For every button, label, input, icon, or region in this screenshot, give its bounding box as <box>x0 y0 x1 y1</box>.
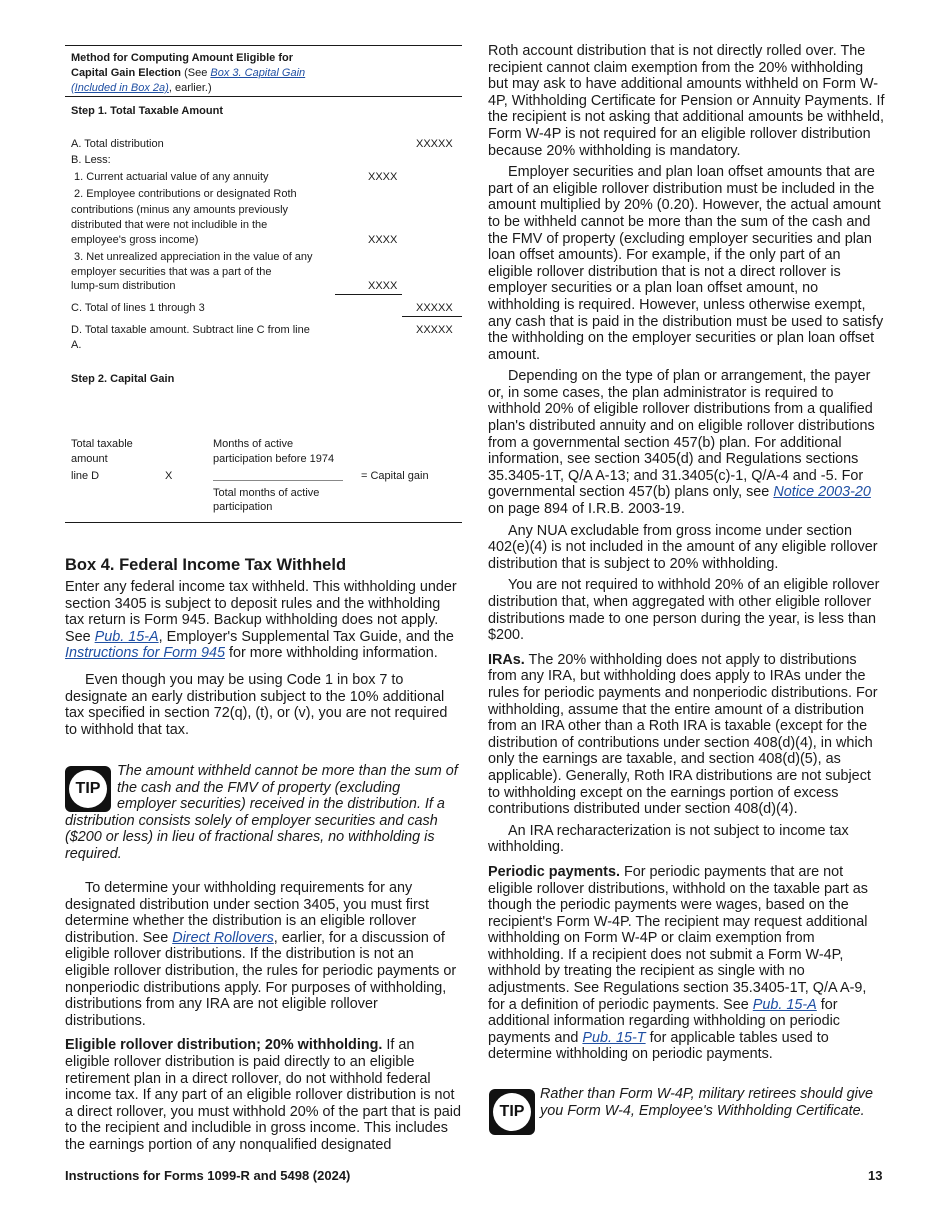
right-periodic <box>488 864 886 1063</box>
tip-icon-2-label: TIP <box>493 1093 531 1131</box>
periodic-text-a: For periodic payments that are not eligible rollover distributions, withhold on the taxable part as though the periodic payments were wages, based on the recipient's Form W-4P. The recipient may request additional withholding on Form W-4P or claim exemption from withholding. If a recipient does not submit a Form W-4P, withhold by treating the recipient as single with no adjustments. See Regulations section 35.3405-1T, Q/A A-9, for a definition of periodic payments. See <box>488 863 868 1013</box>
iras-heading: IRAs. <box>488 651 525 668</box>
periodic-text-c: for applicable tables used to determine withholding on periodic payments. <box>488 1029 829 1063</box>
box4-p4-text: If an eligible rollover distribution is paid directly to an eligible retirement plan in a direct rollover, do not withhold federal income tax. If any part of an eligible rollover distribution is not a direct rollover, you must withhold 20% of the part that is paid to the recipient and includible in gross income. This includes the earnings portion of any nonqualified designated <box>65 1037 461 1153</box>
step2-title: Step 2. Capital Gain <box>71 373 175 385</box>
line-b3-l2: employer securities that was a part of the <box>71 266 272 278</box>
b3-sum-rule <box>335 294 402 295</box>
box3-link-line2[interactable]: (Included in Box 2a) <box>71 82 169 94</box>
box4-p1-b: , Employer's Supplemental Tax Guide, and the <box>158 628 454 645</box>
right-p3 <box>488 368 886 517</box>
box4-p1-c: for more withholding information. <box>224 645 438 662</box>
method-title-rule <box>65 96 462 97</box>
pub15t-link[interactable]: Pub. 15-T <box>582 1029 646 1046</box>
box3-link-line1[interactable]: Box 3. Capital Gain <box>210 67 306 79</box>
notice-2003-20-link[interactable]: Notice 2003-20 <box>773 484 871 501</box>
line-d-value: XXXXX <box>416 324 453 336</box>
right-p3-a: Depending on the type of plan or arrangement, the payer or, in some cases, the plan administrator is required to withhold 20% of eligible rollover distributions from a qualified plan's distributed annuity and on eligible rollover distributions from a governmental section 457(b) plan. For additional information, see section 3405(d) and Regulations sections 35.3405-1T, Q/A A-13; and 31.3405(c)-1, Q/A-4 and -5. For governmental section 457(b) plans only, see <box>488 368 875 501</box>
right-p4: Any NUA excludable from gross income under section 402(e)(4) is not included in the amount of any eligible rollover distribution that is subject to 20% withholding. <box>488 522 878 572</box>
pub15a-link[interactable]: Pub. 15-A <box>94 628 159 645</box>
line-c-value: XXXXX <box>416 302 453 314</box>
left-column <box>65 556 462 738</box>
left-column-lower <box>65 880 462 1154</box>
step1-title: Step 1. Total Taxable Amount <box>71 105 223 117</box>
pub15a-link-2[interactable]: Pub. 15-A <box>752 996 817 1013</box>
total-taxable-l2: amount <box>71 453 108 465</box>
total-taxable-l1: Total taxable <box>71 438 133 450</box>
box4-p2: Even though you may be using Code 1 in box 7 to designate an early distribution subject to the 10% additional tax specified in section 72(q), (t), or (v), you are not required to withhold that tax. <box>65 671 448 738</box>
tip-icon-label: TIP <box>69 770 107 808</box>
numerator-l2: participation before 1974 <box>213 453 335 465</box>
line-b-label: B. Less: <box>71 154 111 166</box>
tip-text-1-content: The amount withheld cannot be more than the sum of the cash and the FMV of property (excluding employer securities) received in the distribution. If a distribution consists solely of employer securities and cash ($200 or less) in lieu of fractional shares, no withholding is required. <box>65 763 458 862</box>
method-title-line3 <box>71 81 212 95</box>
tip-text-1 <box>65 763 462 863</box>
right-iras <box>488 652 886 818</box>
right-p5: You are not required to withhold 20% of an eligible rollover distribution that, when aggregated with other eligible rollover distributions made to one person during the year, is less than $200. <box>488 577 880 644</box>
line-d-l1: D. Total taxable amount. Subtract line C from line <box>71 324 310 336</box>
denominator-l1: Total months of active <box>213 487 320 499</box>
box4-p1-a: Enter any federal income tax withheld. This withholding under section 3405 is subject to deposit rules and the withholding tax return is Form 945. Backup withholding does not apply. See <box>65 579 457 645</box>
method-title-line2 <box>71 66 305 80</box>
box4-p3 <box>65 880 462 1029</box>
line-d-l2: A. <box>71 339 82 351</box>
right-p3-b: on page 894 of I.R.B. 2003-19. <box>488 501 685 518</box>
periodic-heading: Periodic payments. <box>488 863 620 880</box>
direct-rollovers-link[interactable]: Direct Rollovers <box>172 929 274 946</box>
line-b2-l1: 2. Employee contributions or designated Roth <box>71 188 297 200</box>
method-title-pre: (See <box>181 67 211 79</box>
line-b2-l3: distributed that were not includible in the <box>71 219 268 231</box>
box4-p3-b: , earlier, for a discussion of eligible rollover distributions. If the distribution is not an eligible rollover distribution, the rules for periodic payments or nonperiodic distributions apply. For purposes of withholding, distributions from any IRA are not eligible rollover distributions. <box>65 929 457 1029</box>
form945-instructions-link[interactable]: Instructions for Form 945 <box>65 645 225 662</box>
box4-p4 <box>65 1037 462 1153</box>
right-p6: An IRA recharacterization is not subject to income tax withholding. <box>488 822 849 856</box>
line-b3-l3: lump-sum distribution <box>71 280 176 292</box>
total-taxable-l3: line D <box>71 470 100 482</box>
tip-icon-2 <box>489 1089 535 1135</box>
right-p1: Roth account distribution that is not directly rolled over. The recipient cannot claim exemption from the 20% withholding but may ask to have additional amounts withheld on Form W-4P, Withholding Certificate for Pension or Annuity Payments. If the recipient is not asking that additional amounts be withheld, Form W-4P is not required for an eligible rollover distribution because 20% withholding is mandatory. <box>488 43 885 159</box>
line-b3-value: XXXX <box>368 280 398 292</box>
line-b2-l4: employee's gross income) <box>71 234 199 246</box>
footer-title: Instructions for Forms 1099-R and 5498 (2024) <box>65 1168 351 1183</box>
eligible-rollover-heading: Eligible rollover distribution; 20% withholding. <box>65 1037 383 1054</box>
method-title-after: , earlier.) <box>168 82 212 94</box>
iras-text: The 20% withholding does not apply to distributions from any IRA, but withholding does apply to IRAs under the rules for periodic payments and nonperiodic distributions. For withholding, assume that the entire amount of a distribution from an IRA other than a Roth IRA is taxable (except for the distribution of contributions under section 408(d)(4), in which only the earnings are taxable, and section 408(d)(5), as applicable). Generally, Roth IRA distributions are not subject to withholding except on the earnings portion of excess contributions distributed under section 408(d)(4). <box>488 651 878 818</box>
box4-p1 <box>65 579 462 662</box>
box4-heading: Box 4. Federal Income Tax Withheld <box>65 556 347 574</box>
box4-body <box>65 579 462 738</box>
fraction-bar <box>213 480 343 481</box>
times-sign: X <box>165 470 173 482</box>
line-c-label: C. Total of lines 1 through 3 <box>71 302 205 314</box>
method-title-line1: Method for Computing Amount Eligible for <box>71 52 294 64</box>
periodic-text-b: for additional information regarding withholding on periodic payments and <box>488 996 840 1046</box>
line-b1-label: 1. Current actuarial value of any annuity <box>71 171 269 183</box>
line-b2-value: XXXX <box>368 234 398 246</box>
line-b1-value: XXXX <box>368 171 398 183</box>
method-box <box>65 44 462 524</box>
line-b2-l2: contributions (minus any amounts previously <box>71 204 289 216</box>
right-column <box>488 43 886 1063</box>
method-box-top-rule <box>65 45 462 46</box>
box4-p3-a: To determine your withholding requirements for any designated distribution under section 3405, you must first determine whether the distribution is an eligible rollover distribution. See <box>65 880 429 946</box>
c-sum-rule <box>402 316 462 317</box>
line-a-value: XXXXX <box>416 138 453 150</box>
denominator-l2: participation <box>213 501 273 513</box>
numerator-l1: Months of active <box>213 438 294 450</box>
line-a-label: A. Total distribution <box>71 138 164 150</box>
page-number: 13 <box>868 1168 883 1183</box>
method-title-bold: Capital Gain Election <box>71 67 182 79</box>
tip-float-spacer <box>65 763 117 811</box>
right-p2: Employer securities and plan loan offset amounts that are part of an eligible rollover distribution must be included in the amount multiplied by 20% (0.20). However, the actual amount to be withheld cannot be more than the sum of the cash and the FMV of property (excluding employer securities and plan loan offset amounts). For example, if the only part of an eligible rollover distribution that is not a direct rollover is employer securities or a plan loan offset amount, no withholding is required. However, unless otherwise exempt, any cash that is paid in the distribution must be used to satisfy the withholding on the employer securities or plan loan offset amount. <box>488 164 884 363</box>
line-b3-l1: 3. Net unrealized appreciation in the value of any <box>71 251 313 263</box>
tip-text-2: Rather than Form W-4P, military retirees should give you Form W-4, Employee's Withholding Certificate. <box>540 1086 873 1119</box>
equals-capital-gain: = Capital gain <box>361 470 429 482</box>
method-box-bottom-rule <box>65 522 462 523</box>
